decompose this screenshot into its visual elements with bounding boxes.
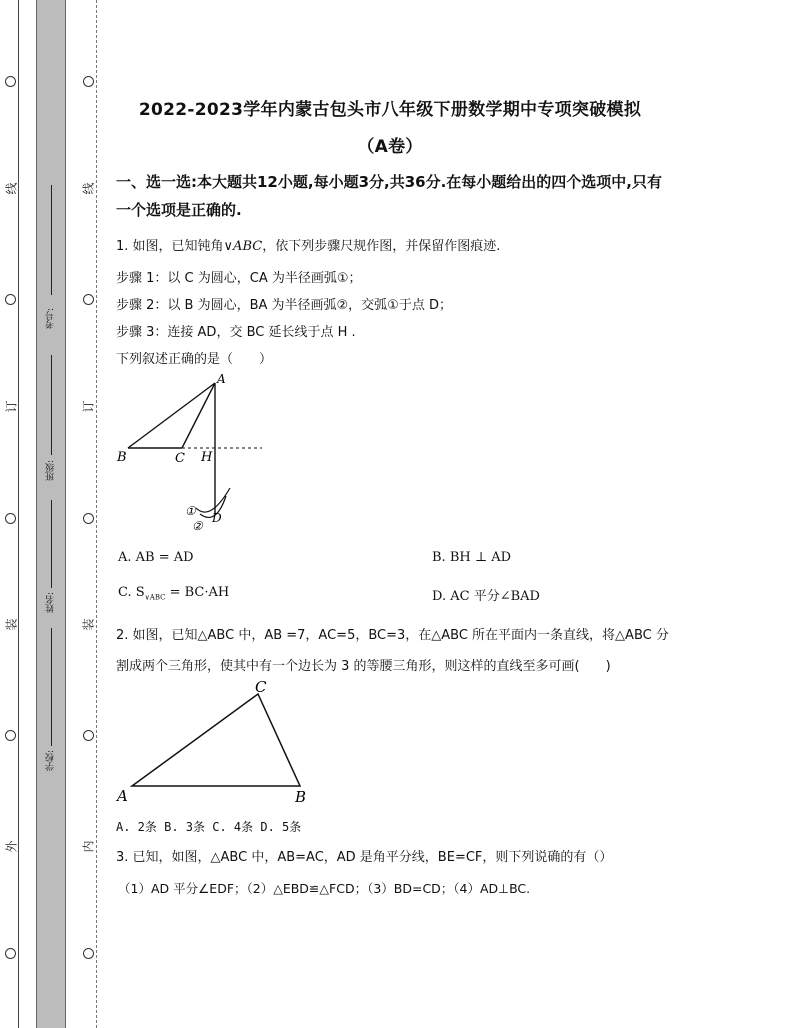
q3-stem: 3. 已知，如图，△ABC 中，AB=AC，AD 是角平分线，BE=CF，则下列说确的有（） — [116, 850, 613, 865]
q1-option-a[interactable]: A. AB = AD — [118, 550, 194, 565]
q1-label-D: D — [212, 511, 222, 525]
q1-label-C: C — [175, 451, 185, 466]
q1-label-arc2: ② — [192, 519, 203, 533]
q1-step1: 步骤 1：以 C 为圆心，CA 为半径画弧①； — [116, 271, 362, 286]
q1-ask: 下列叙述正确的是（ ） — [116, 352, 273, 367]
doc-title-line2: （A卷） — [357, 137, 423, 157]
margin-char: 订 — [4, 400, 19, 413]
section-heading: 一、选一选:本大题共12小题,每小题3分,共36分.在每小题给出的四个选项中,只有一个选项是正确的. — [116, 173, 662, 219]
q2-stem-line1: 2. 如图，已知△ABC 中，AB =7，AC=5，BC=3，在△ABC 所在平面内一条直线，将△ABC 分 — [116, 628, 669, 643]
margin-char: 外 — [4, 840, 19, 853]
q1-step2: 步骤 2：以 B 为圆心，BA 为半径画弧②，交弧①于点 D； — [116, 298, 452, 313]
class-label: 班级: — [46, 460, 56, 482]
margin-char: 线 — [81, 182, 96, 195]
q1-stem-prefix: 1. 如图，已知钝角 — [116, 239, 224, 254]
exam-number-label: 考号: — [46, 308, 56, 330]
margin-char: 装 — [81, 618, 96, 631]
name-label: 姓名: — [46, 592, 56, 614]
q2-label-A: A — [117, 787, 128, 805]
q1-label-H: H — [201, 450, 213, 465]
q1-step3: 步骤 3：连接 AD，交 BC 延长线于点 H . — [116, 325, 356, 340]
q1-option-d[interactable]: D. AC 平分∠BAD — [432, 589, 540, 604]
margin-char: 线 — [4, 182, 19, 195]
q2-stem-line2: 割成两个三角形，使其中有一个边长为 3 的等腰三角形，则这样的直线至多可画( ) — [116, 659, 611, 674]
q3-statements: （1）AD 平分∠EDF；（2）△EBD≌△FCD；（3）BD=CD；（4）AD⊥BC. — [118, 881, 531, 896]
q1-option-c-suffix: = BC·AH — [165, 585, 230, 600]
margin-char: 订 — [81, 400, 96, 413]
q1-option-c-sub: ∨ABC — [144, 593, 166, 602]
q2-label-C: C — [255, 678, 267, 696]
q1-stem-suffix: ，依下列步骤尺规作图，并保留作图痕迹. — [262, 239, 501, 254]
q1-label-A: A — [217, 372, 226, 386]
q2-triangle — [132, 694, 300, 786]
q1-option-c-prefix: C. S — [118, 585, 145, 600]
q1-option-b[interactable]: B. BH ⊥ AD — [432, 550, 512, 565]
q1-stem-triangle: ∨ABC — [223, 239, 263, 254]
q2-options[interactable]: A. 2条 B. 3条 C. 4条 D. 5条 — [116, 820, 302, 834]
q2-label-B: B — [295, 788, 307, 806]
school-label: 学校: — [46, 750, 56, 772]
q1-label-B: B — [117, 450, 127, 465]
margin-char: 内 — [81, 840, 96, 853]
margin-char: 装 — [4, 618, 19, 631]
q1-label-arc1: ① — [185, 504, 196, 518]
doc-title-line1: 2022-2023学年内蒙古包头市八年级下册数学期中专项突破模拟 — [138, 100, 642, 120]
